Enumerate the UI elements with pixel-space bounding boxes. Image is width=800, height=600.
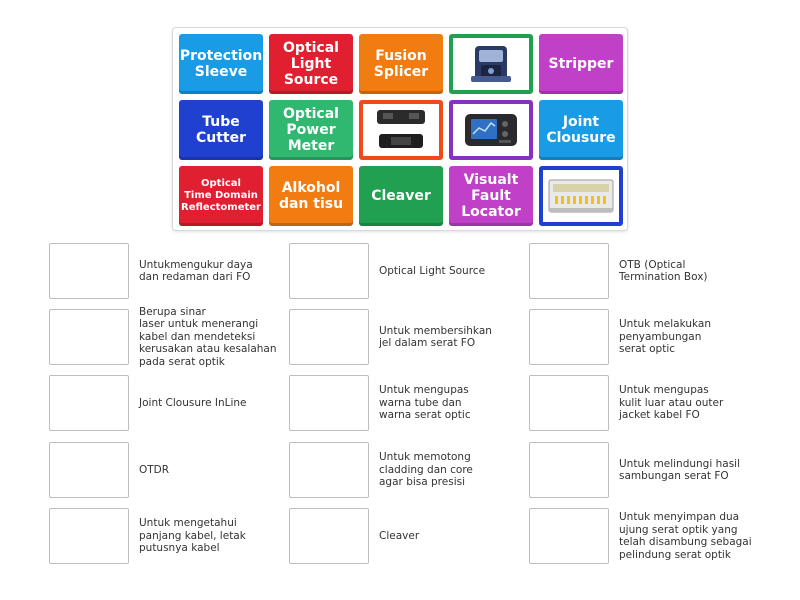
tile-optical-power-meter[interactable]: Optical Power Meter	[269, 100, 353, 160]
tile-visual-fault-locator[interactable]: Visualt Fault Locator	[449, 166, 533, 226]
tile-otdr-image[interactable]	[449, 100, 533, 160]
tile-cleaver[interactable]: Cleaver	[359, 166, 443, 226]
tile-alkohol-dan-tisu[interactable]: Alkohol dan tisu	[269, 166, 353, 226]
tile-otb-image[interactable]	[539, 166, 623, 226]
description-c2r1: Optical Light Source	[379, 264, 486, 277]
drop-slot-c2r1[interactable]	[289, 243, 369, 299]
description-c1r5: Untuk mengetahui panjang kabel, letak putusnya kabel	[139, 517, 246, 555]
tile-joint-closure-image[interactable]	[359, 100, 443, 160]
description-c2r2: Untuk membersihkan jel dalam serat FO	[379, 324, 492, 349]
drop-slot-c3r4[interactable]	[529, 442, 609, 498]
description-c2r5: Cleaver	[379, 529, 420, 542]
drop-slot-c1r5[interactable]	[49, 508, 129, 564]
drop-slot-c3r2[interactable]	[529, 309, 609, 365]
description-c3r3: Untuk mengupas kulit luar atau outer jacket kabel FO	[619, 384, 724, 422]
description-c3r5: Untuk menyimpan dua ujung serat optik yang telah disambung sebagai pelindung serat optik	[619, 511, 752, 561]
joint-closure-photo-icon	[363, 104, 439, 156]
tile-fusion-splicer[interactable]: Fusion Splicer	[359, 34, 443, 94]
description-c3r1: OTB (Optical Termination Box)	[619, 258, 708, 283]
tile-stripper[interactable]: Stripper	[539, 34, 623, 94]
description-c2r4: Untuk memotong cladding dan core agar bisa presisi	[379, 451, 473, 489]
description-c2r3: Untuk mengupas warna tube dan warna serat optic	[379, 384, 471, 422]
drop-slot-c2r3[interactable]	[289, 375, 369, 431]
tile-fusion-splicer-image[interactable]	[449, 34, 533, 94]
drop-slot-c2r4[interactable]	[289, 442, 369, 498]
drop-slot-c1r1[interactable]	[49, 243, 129, 299]
description-c3r2: Untuk melakukan penyambungan serat optic	[619, 318, 711, 356]
drop-slot-c3r1[interactable]	[529, 243, 609, 299]
description-c1r2: Berupa sinar laser untuk menerangi kabel dan mendeteksi kerusakan atau kesalahan pada serat optik	[139, 305, 277, 368]
drop-slot-c1r2[interactable]	[49, 309, 129, 365]
tile-tube-cutter[interactable]: Tube Cutter	[179, 100, 263, 160]
drop-slot-c2r2[interactable]	[289, 309, 369, 365]
drop-slot-c3r5[interactable]	[529, 508, 609, 564]
fusion-splicer-photo-icon	[453, 38, 529, 90]
tile-bank	[172, 27, 628, 231]
drop-slot-c1r3[interactable]	[49, 375, 129, 431]
description-c1r3: Joint Clousure InLine	[139, 396, 247, 409]
drop-slot-c1r4[interactable]	[49, 442, 129, 498]
tile-optical-light-source[interactable]: Optical Light Source	[269, 34, 353, 94]
description-c3r4: Untuk melindungi hasil sambungan serat FO	[619, 457, 740, 482]
drop-slot-c2r5[interactable]	[289, 508, 369, 564]
description-c1r4: OTDR	[139, 463, 170, 476]
drop-slot-c3r3[interactable]	[529, 375, 609, 431]
otb-rack-photo-icon	[543, 170, 619, 222]
tile-protection-sleeve[interactable]: Protection Sleeve	[179, 34, 263, 94]
tile-joint-clousure[interactable]: Joint Clousure	[539, 100, 623, 160]
tile-otdr-name[interactable]: Optical Time Domain Reflectometer	[179, 166, 263, 226]
otdr-device-photo-icon	[453, 104, 529, 156]
description-c1r1: Untukmengukur daya dan redaman dari FO	[139, 258, 253, 283]
